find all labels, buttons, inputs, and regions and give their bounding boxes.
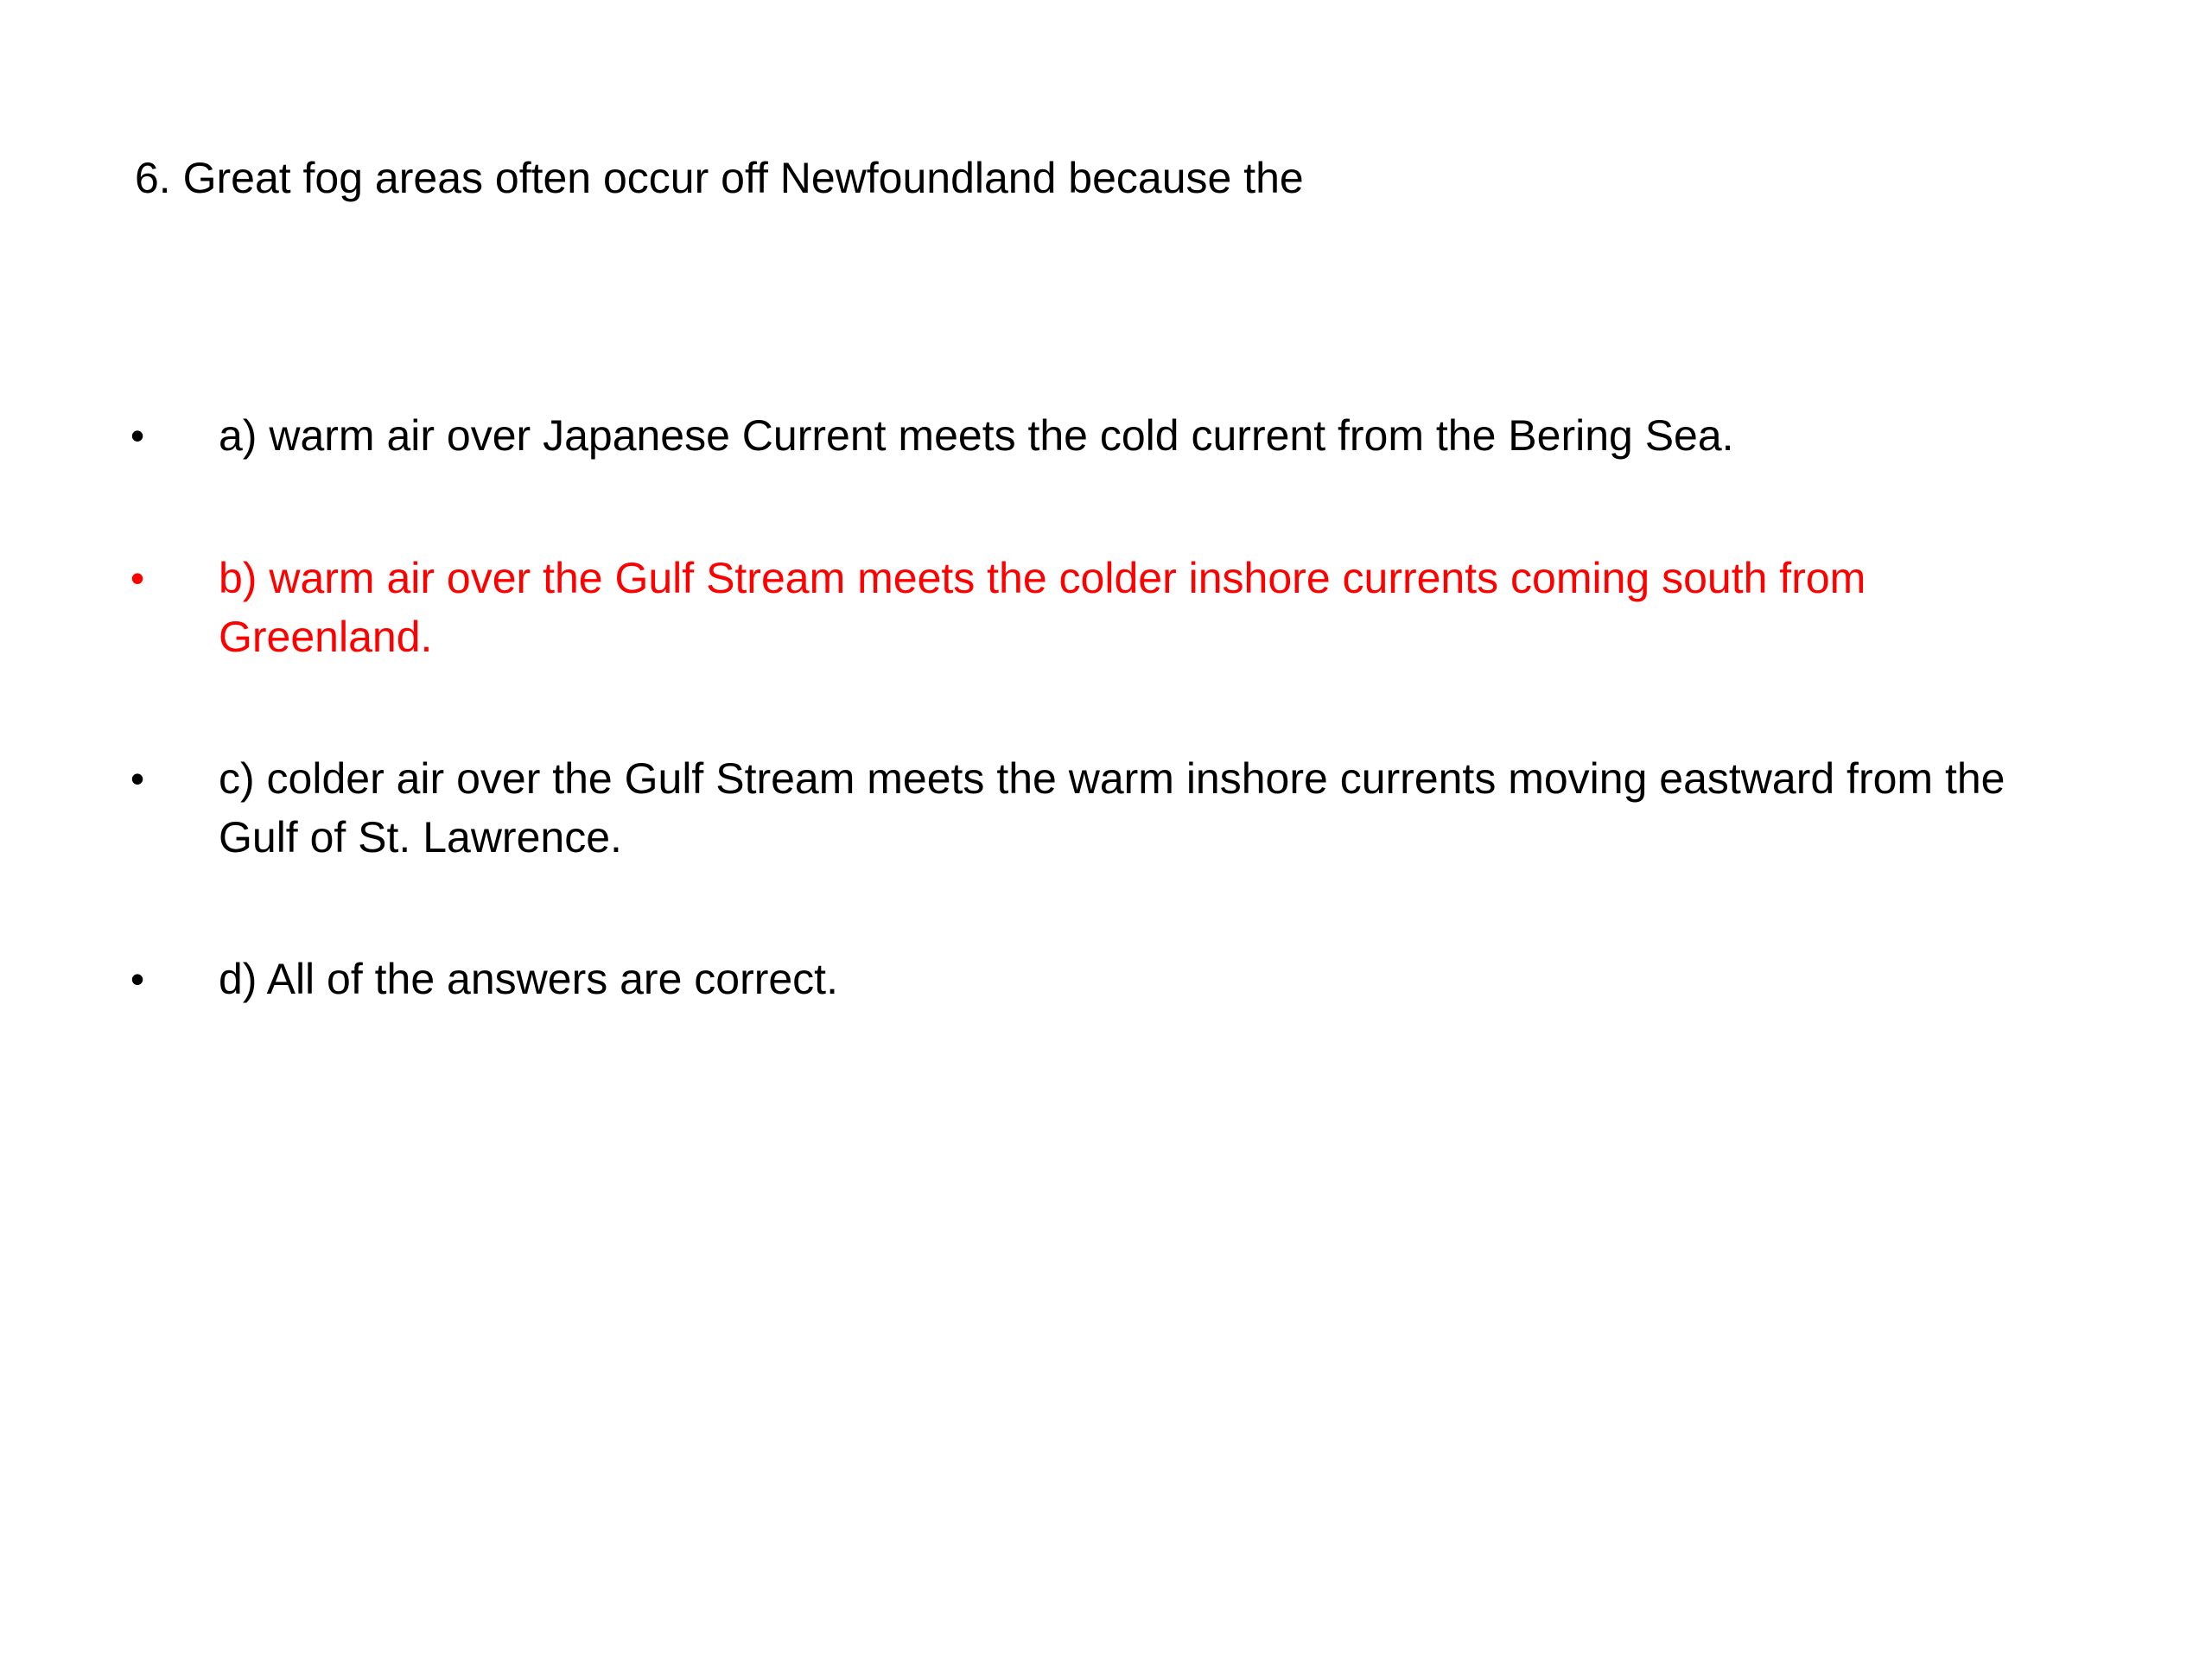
question-text: 6. Great fog areas often occur off Newfoundland because the [135, 154, 1304, 202]
answer-option-a [0, 406, 2212, 465]
answer-option-b [0, 549, 2212, 666]
answer-text: a) warm air over Japanese Current meets the cold current from the Bering Sea. [219, 411, 1734, 460]
answer-text: c) colder air over the Gulf Stream meets the warm inshore currents moving eastward from the Gulf of St. Lawrence. [219, 754, 2005, 861]
answer-text: d) All of the answers are correct. [219, 955, 838, 1003]
answer-list [0, 406, 2212, 1092]
bullet-icon: • [130, 957, 145, 1001]
answer-text: b) warm air over the Gulf Stream meets the colder inshore currents coming south from Greenland. [219, 554, 1866, 661]
answer-option-c [0, 749, 2212, 867]
bullet-icon: • [130, 556, 145, 601]
answer-option-d [0, 950, 2212, 1008]
bullet-icon: • [130, 756, 145, 801]
bullet-icon: • [130, 413, 145, 458]
